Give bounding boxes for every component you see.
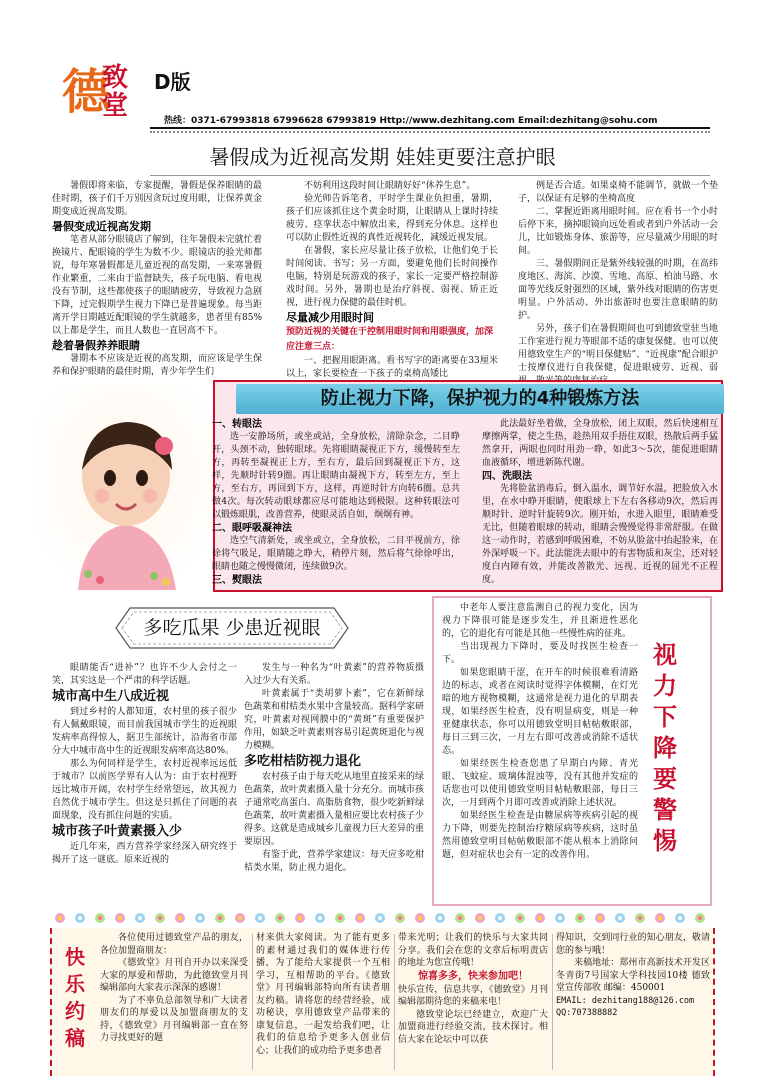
footer-forum: 德致堂论坛已经建立，欢迎广大加盟商进行经验交流，技术探讨。相信大家在论坛中可以获 [398, 1009, 548, 1045]
article1-col2-p3: 在暑假，家长应尽量让孩子放松，让他们免于长时间阅读、书写；另一方面，要避免他们长时间操作电脑，特别是玩游戏的孩子，家长一定要严格控制游戏时间。另外，暑期也是治疗斜视、弱视、矫正近视，进行视力保健的最佳时机。 [286, 246, 498, 308]
method2-heading: 二、眼呼吸凝神法 [212, 523, 292, 534]
article1-sub1: 暑假变成近视高发期 [52, 220, 151, 233]
article3-p1: 眼睛能否“进补”？也许不少人会付之一笑，其实这是一个严肃的科学话题。 [52, 663, 237, 686]
footer-col2 [256, 932, 390, 1057]
article3-p3: 那么为何同样是学生，农村近视率远远低于城市？以前医学界有人认为：由于农村视野远比城市开阔，农村学生经常望远，故其视力自然优于城市学生。但这是只抓住了问题的表面现象，没有抓住问题的实质。 [52, 759, 237, 821]
logo-char-zhi: 致 [102, 63, 129, 93]
method1-text: 选一安静场所，或坐或站，全身放松，清除杂念，二目睁开，头颈不动，独转眼球。先将眼睛凝视正下方，缓慢转至左方，再转至凝视正上方，至右方，最后回到凝视正下方，这样，先顺时针转9圈。再让眼睛由凝视下方，转至左方，至上方，至右方，再回到下方，这样，再逆时针方向转6圈。总共做4次。每次转动眼球都应尽可能地达到极限。这种转眼法可以锻炼眼肌，改善营养，使眼灵活自如，炯炯有神。 [212, 432, 460, 520]
article4-p1: 中老年人要注意监测自己的视力变化，因为视力下降很可能是逐步发生，并且渐进性恶化的，它的退化有可能是其他一些慢性病的征兆。 [442, 603, 638, 639]
header-rule [150, 127, 710, 129]
article3-p6: 叶黄素属于“类胡萝卜素”，它在新鲜绿色蔬菜和柑桔类水果中含量较高。据科学家研究，叶黄素对视网膜中的“黄斑”有重要保护作用，如缺乏叶黄素则容易引起黄斑退化与视力模糊。 [244, 689, 425, 751]
article1-col1-p1: 笔者从部分眼镜店了解到，往年暑假未完就忙着换镜片、配眼镜的学生为数不少。眼镜店的验光师都说，每年寒暑假都是儿童近视的高发期，一来寒暑假作业繁重，二来由于监督缺失，孩子玩电脑、看电视没有节制，这些都使孩子的眼睛疲劳，导致视力急剧下降，过完假期学生视力下降已是普遍现象。每当距离开学日期越近配眼镜的学生就越多，患者里有85%以上都是学生，而且人数也一直居高不下。 [52, 235, 262, 336]
footer-greeting: 各位使用过德致堂产品的朋友，各位加盟商朋友： [100, 933, 248, 956]
method3-text: 此法最好坐着做，全身放松，闭上双眼，然后快速相互摩擦两掌，使之生热，趁热用双手捂住双眼，热散后两手猛然拿开，两眼也同时用劲一睁，如此3～5次，能促进眼睛血液循环，增进新陈代谢。 [482, 419, 718, 468]
article4-vertical-title: 视力下降要警惕 [653, 641, 677, 855]
article3-sub2: 城市孩子叶黄素摄入少 [52, 824, 183, 839]
article2-title: 防止视力下降，保护视力的4种锻炼方法 [320, 388, 640, 409]
footer-col3 [398, 932, 548, 1046]
baby-photo [38, 384, 213, 590]
article1-title: 暑假成为近视高发期 娃娃更要注意护眼 [209, 145, 556, 169]
method4-heading: 四、洗眼法 [482, 471, 532, 482]
article1-col2 [286, 180, 498, 381]
article4-p4: 如果经医生检查您患了早期白内障、青光眼、飞蚊症、玻璃体混浊等，没有其他并发症的话您也可以使用德致堂明目帖帖敷眼部，每日三次，一月到两个月即可改善或消除上述状况。 [442, 759, 638, 808]
article1-col1 [52, 180, 262, 379]
footer-col4-text: 得知识，交到同行业的知心朋友，敬请您的参与哦！ [556, 933, 710, 956]
footer-col1-text: 为了不辜负总部领导和广大读者朋友们的厚爱以及加盟商朋友的支持，《德致堂》月刊编辑部一直在努力寻找更好的题 [100, 995, 248, 1043]
edition-label: D版 [154, 70, 191, 94]
footer-divider-1 [252, 934, 253, 1070]
footer-col3-text2: 快乐宣传，信息共享，《德致堂》月刊编辑部期待您的来稿来电！ [398, 984, 548, 1007]
footer-col3-text: 带来光明；让我们的快乐与大家共同分享。我们会在您的文章后标明责店的地址为您宣传哦！ [398, 933, 548, 968]
footer-divider-2 [394, 934, 395, 1070]
article2-left [212, 418, 460, 587]
article3-p7: 农村孩子由于每天吃从地里直接采来的绿色蔬菜，故叶黄素摄入量十分充分。而城市孩子通常吃高蛋白、高脂肪食物，很少吃新鲜绿色蔬菜，故叶黄素摄入量相应要比农村孩子少得多。这就是造成城乡儿童视力巨大差异的重要原因。 [244, 772, 425, 847]
footer-qq: QQ:707388882 [556, 1007, 618, 1018]
hotline-text: 热线：0371-67993818 67996628 67993819 Http://www.dezhitang.com Email:dezhitang@sohu.com [164, 116, 658, 126]
article3-title: 多吃瓜果 少患近视眼 [143, 617, 321, 639]
article3-col1 [52, 662, 237, 867]
article3-sub3: 多吃柑桔防视力退化 [244, 754, 362, 769]
method2-text: 选空气清新处，或坐或立，全身放松，二目平视前方，徐徐将气吸足，眼睛随之睁大，稍停片刻，然后将气徐徐呼出，眼睛也随之慢慢微闭，连续做9次。 [212, 536, 460, 572]
article1-col2-sub2: 预防近视的关键在于控制用眼时间和用眼强度，加深应注意三点： [286, 327, 494, 352]
article1-col1-p2: 暑期本不应该是近视的高发期，而应该是学生保养和保护眼睛的最佳时期，青少年学生们 [52, 354, 262, 377]
footer-address: 来稿地址：郑州市高新技术开发区冬青街7号国家大学科技园10楼 德致堂宣传部收 邮编：450001 [556, 958, 710, 993]
footer-surprise: 惊喜多多，快来参加吧！ [418, 970, 528, 982]
article1-col2-sub1: 尽量减少用眼时间 [286, 311, 374, 324]
article2-right [482, 418, 718, 587]
method1-heading: 一、转眼法 [212, 419, 262, 430]
article1-title-rule [150, 175, 710, 176]
flower-border [50, 908, 715, 928]
article4-body [442, 602, 638, 862]
dezhitang-logo [62, 62, 134, 128]
method4-text: 先将脸盆消毒后，倒入温水，调节好水温，把脸放入水里，在水中睁开眼睛，使眼球上下左右各移动9次，然后再顺时针、逆时针旋转9次。刚开始，水进入眼里，眼睛难受无比，但随着眼球的转动，眼睛会慢慢觉得非常舒服。在做这一动作时，若感到呼吸困难，不妨从脸盆中抬起脸来，在外深呼吸一下。此法能洗去眼中的有害物质和灰尘，还对轻度白内障有效，并能改善散光、远视、近视的屈光不正程度。 [482, 484, 718, 585]
footer-col4 [556, 932, 710, 1019]
article3-p4: 近几年来，西方营养学家经深入研究终于揭开了这一谜底。原来近视的 [52, 842, 237, 865]
article1-col3-p2: 二、掌握近距离用眼时间。应在看书一个小时后停下来，摘掉眼镜向远处看或者到户外活动一会儿，比如锻炼身体、旅游等，应尽量减少用眼的时间。 [518, 207, 718, 256]
article1-col3-p4: 另外，孩子们在暑假期间也可到德致堂驻当地工作室进行视力等眼部不适的康复保健。也可以使用德致堂生产的“明目保健贴”、“近视康”配合眼护士按摩仪进行自我保健，促进眼疲劳、近视、弱 [518, 324, 718, 373]
hair-bow [155, 437, 173, 455]
article4-p5: 如果经医生检查是由糖尿病等疾病引起的视力下降，则要先控制治疗糖尿病等疾病，这时虽然用德致堂明目帖帖敷眼部不能从根本上消除问题，但对症状也会有一定的改善作用。 [442, 811, 638, 860]
footer-email[interactable]: EMAIL: dezhitang188@126.com [556, 995, 695, 1006]
method3-heading: 三、熨眼法 [212, 575, 262, 586]
article3-col2 [244, 662, 424, 875]
article1-col3-p3: 三、暑假期间正是紫外线较强的时期，在高纬度地区、海滨、沙漠、雪地、高原、柏油马路、水面等光线反射强烈的区域，紫外线对眼睛的伤害更明显。户外活动、外出旅游时也要注意眼睛的防护。 [518, 259, 718, 321]
logo-char-tang: 堂 [102, 91, 129, 121]
article4-p2: 当出现视力下降时，要及时找医生检查一下。 [442, 642, 638, 665]
article1-col2-p2: 验光师告诉笔者，平时学生课业负担重，暑期，孩子们应该抓住这个黄金时期，让眼睛从上课时持续疲劳、痉挛状态中解放出来，得到充分休息。这样也可以防止假性近视的真性近视转化，减缓近视发展。 [286, 194, 498, 243]
logo-char-de: 德 [62, 64, 111, 120]
article1-col2-p1: 不妨利用这段时间让眼睛好好“休养生息”。 [304, 181, 476, 191]
footer-thanks: 《德致堂》月刊自开办以来深受大家的厚爱和帮助，为此德致堂月刊编辑部向大家表示深深的感谢！ [100, 958, 248, 993]
article1-sub2: 趁着暑假养养眼睛 [52, 339, 140, 352]
article1-col3-p1: 例是否合适。如果桌椅不能调节，就做一个垫子，以保证有足够的坐椅高度 [518, 181, 718, 204]
article1-col2-p4: 一、把握用眼距离。看书写字的距离要在33厘米以上，家长要检查一下孩子的桌椅高矮比 [286, 356, 498, 379]
article3-p8: 有鉴于此，营养学家建议：每天应多吃柑桔类水果，防止视力退化。 [244, 850, 425, 873]
header-dotted-rule [150, 131, 710, 133]
article3-p2: 到过乡村的人都知道，农村里的孩子很少有人佩戴眼镜，而目前我国城市学生的近视眼发病率高得惊人，据卫生部统计，沿海省市部分大中城市高中生的近视眼发病率高达80%。 [52, 707, 237, 756]
article1-intro: 暑假即将来临，专家提醒，暑假是保养眼睛的最佳时期，孩子们千万别因贪玩过度用眼，让保养黄金期变成近视高发期。 [52, 181, 262, 217]
article3-p5: 发生与一种名为“叶黄素”的营养物质摄入过少大有关系。 [244, 663, 424, 686]
footer-col2-text: 材来供大家阅读。为了能有更多的素材通过我们的媒体进行传播，为了能给大家提供一个互相学习，互相帮助的平台。《德致堂》月刊编辑部特向所有读者朋友约稿。请将您的经营经验，成功秘诀，享用德致堂产品带来的康复信息，一起发给我们吧，让我们的信息给予更多人创业信心；让我们的成功给予更多患者 [256, 933, 390, 1056]
footer-divider-3 [552, 934, 553, 1070]
article4-p3: 如果您眼睛干涩，在开车的时候很难看清路边的标志，或者在阅读时觉得字体模糊，在灯光暗的地方视物模糊，这通常是视力退化的早期表现，如果经医生检查，没有明显病变，则是一种亚健康状态，你可以用德致堂明目帖帖敷眼部，每日三到三次，一月左右即可改善或消除不适状态。 [442, 668, 638, 756]
happy-contribution-title: 快乐约稿 [65, 945, 85, 1050]
article1-col3 [518, 180, 718, 388]
article3-sub1: 城市高中生八成近视 [52, 689, 170, 704]
footer-col1 [100, 932, 248, 1045]
